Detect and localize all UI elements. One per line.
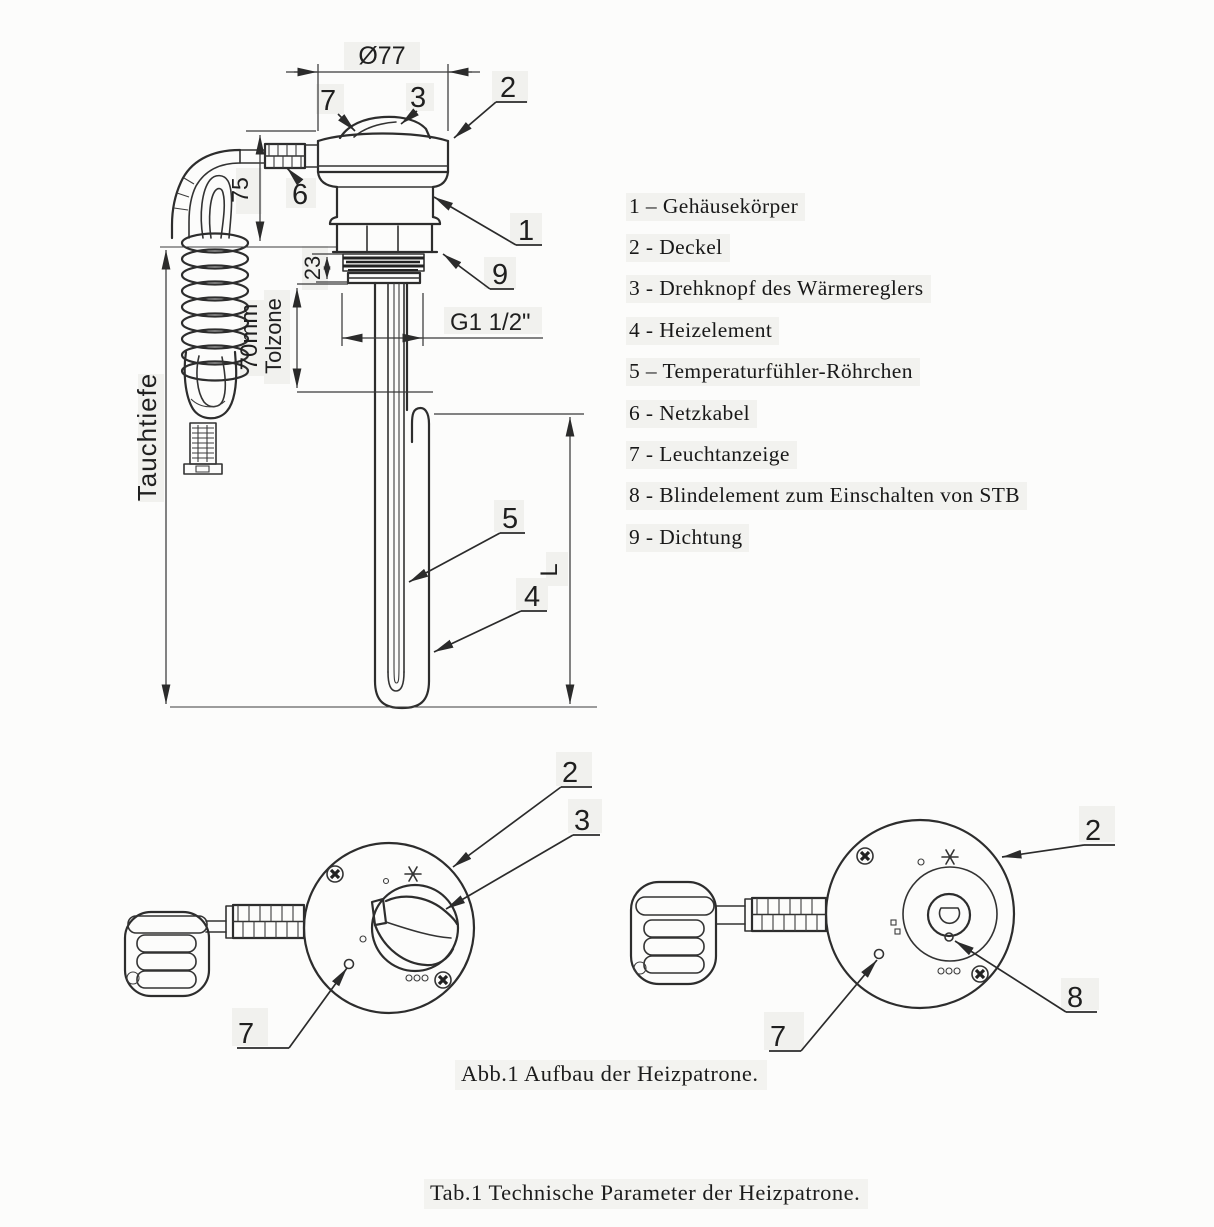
legend-item-5-text: 5 – Temperaturfühler-Röhrchen [626,358,920,386]
dim-length-label: L [536,563,563,577]
callout-7-right-view [769,960,877,1053]
dial-scale-mark [360,936,366,942]
d-shaft [940,908,960,923]
power-plug [631,882,716,984]
legend-item-9-text: 9 - Dichtung [626,524,749,552]
legend-item-7 [626,434,1027,475]
knob-recess-ring [903,867,997,961]
legend-item-3 [626,269,1027,310]
callout-3-label: 3 [574,805,591,837]
dim-tolzone-word: Tolzone [261,298,286,374]
dimension-thread-size [342,293,543,346]
dial-min-mark [918,859,924,865]
housing-head [318,117,448,283]
table-caption: Tab.1 Technische Parameter der Heizpatrone. [424,1179,868,1209]
main-sectional-view [132,42,597,708]
callout-2-label: 2 [1085,815,1102,847]
parts-legend [626,186,1027,559]
seal-washer [348,273,420,283]
dim-head-height-label: 75 [227,177,253,203]
dim-immersion-label: Tauchtiefe [132,372,162,502]
figure-caption: Abb.1 Aufbau der Heizpatrone. [455,1060,767,1090]
cable-right-view [716,906,745,924]
legend-item-6-text: 6 - Netzkabel [626,400,757,428]
dimension-immersion-depth [132,250,166,704]
callout-9-label: 9 [492,259,509,291]
callout-5-label: 5 [502,503,519,535]
legend-item-7-text: 7 - Leuchtanzeige [626,441,797,469]
legend-item-5 [626,352,1027,393]
callout-2 [454,72,527,138]
bottom-view-without-knob [631,806,1115,1053]
cable-gland [240,144,318,168]
sensor-tube [388,283,404,691]
legend-item-8-text: 8 - Blindelement zum Einschalten von STB [626,482,1027,510]
legend-item-3-text: 3 - Drehknopf des Wärmereglers [626,275,931,303]
callout-6-label: 6 [292,179,309,211]
cable-end-connector [184,423,222,474]
legend-item-4 [626,310,1027,351]
callout-7-label: 7 [238,1018,255,1050]
callout-7-label: 7 [770,1021,787,1053]
callout-3-label: 3 [410,82,427,114]
dial-scale-marks [891,920,900,934]
callout-1 [434,197,542,247]
callout-4-label: 4 [524,581,541,613]
callout-5 [409,503,525,582]
scan-highlights-left-view [232,752,602,1046]
callout-4 [434,581,547,652]
dimension-thread-height [300,254,348,282]
legend-item-8 [626,476,1027,517]
frost-symbol-icon [942,850,958,864]
indicator-light [345,960,354,969]
legend-item-9 [626,517,1027,558]
callout-7-label: 7 [320,85,337,117]
dial-min-mark [384,879,389,884]
dim-thread-height-label: 23 [300,255,325,281]
legend-item-2 [626,227,1027,268]
callout-8-label: 8 [1067,982,1084,1014]
housing-body [318,172,448,224]
legend-item-1 [626,186,1027,227]
dim-thread-size-label: G1 1/2" [450,309,531,336]
dim-diameter-label: Ø77 [358,42,406,70]
stem-bushing [928,894,970,936]
knob-wing [372,897,457,965]
dim-tolzone-value: 70mm [236,303,263,371]
thread-section [343,254,424,271]
power-plug [125,912,209,996]
callout-2-label: 2 [500,72,517,104]
legend-item-6 [626,393,1027,434]
screw-icon [972,966,988,982]
cable-gland-left-view [226,905,304,938]
callout-2-right-view [1002,815,1115,857]
legend-item-1-text: 1 – Gehäusekörper [626,193,805,221]
callout-3-left-view [446,805,600,909]
indicator-light [875,950,884,959]
dial-dots [938,968,960,974]
legend-item-4-text: 4 - Heizelement [626,317,779,345]
heating-element-tube [375,283,429,708]
callout-1-label: 1 [518,215,535,247]
bottom-view-with-knob [125,752,602,1050]
legend-item-2-text: 2 - Deckel [626,234,730,262]
cable-gland-right-view [745,898,826,931]
screw-icon [435,972,451,988]
frost-symbol-icon [405,867,421,881]
dial-dots [406,975,428,981]
screw-icon [857,848,873,864]
callout-9 [443,254,514,291]
cover-cap [318,134,448,173]
hex-nut [333,225,437,252]
screw-icon [327,866,343,882]
callout-2-label: 2 [562,757,579,789]
